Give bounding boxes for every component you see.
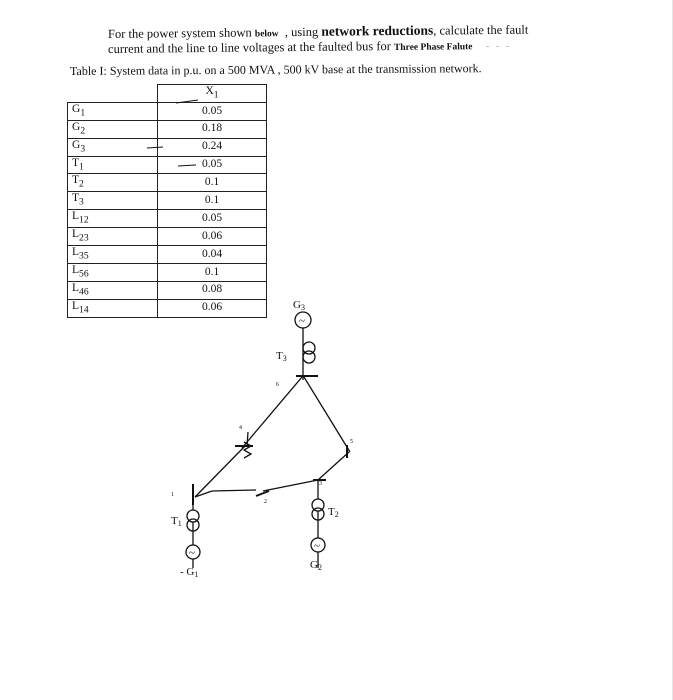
bus-2 [212, 490, 256, 491]
bus-label-4: 4 [239, 425, 242, 431]
reactance-value: 0.06 [158, 299, 267, 317]
g2-symbol: ~ [314, 540, 320, 552]
bus-label-5: 5 [350, 439, 353, 445]
label-t1: T1 [171, 515, 182, 528]
component-name: $T_1$ [68, 156, 158, 174]
reactance-value: 0.1 [158, 174, 267, 192]
bus-label-2: 2 [264, 499, 267, 505]
component-name: $T_2$ [68, 174, 158, 192]
label-g3: G3 [293, 299, 305, 312]
line-l56 [304, 377, 350, 452]
component-name: $L_{23}$ [68, 228, 158, 246]
label-g1: - G1 [180, 566, 199, 579]
generator-g1 [186, 545, 200, 559]
reactance-value: 0.1 [158, 263, 267, 281]
line-l14 [195, 446, 245, 497]
component-name: $L_{12}$ [68, 210, 158, 228]
g3-symbol: ~ [299, 315, 305, 327]
bus-label-3: 3 [319, 481, 322, 487]
reactance-value: 0.08 [158, 281, 267, 299]
reactance-value: 0.04 [158, 246, 267, 264]
generator-g2 [311, 538, 325, 552]
line-l23 [263, 480, 318, 491]
reactance-value: 0.05 [158, 156, 267, 174]
reactance-value: 0.06 [158, 228, 267, 246]
problem-statement-line1: For the power system shown below , using network reductions, calculate the fault [107, 22, 529, 41]
reactance-value: 0.05 [158, 102, 267, 120]
component-name: $G_2$ [68, 120, 158, 138]
component-name: $L_{35}$ [68, 246, 158, 264]
reactance-value: 0.05 [158, 210, 267, 228]
component-name: $T_3$ [68, 192, 158, 210]
reactance-value: 0.24 [158, 138, 267, 156]
bus-label-1: 1 [171, 492, 174, 498]
component-name: $G_3$ [68, 138, 158, 156]
problem-statement-line2: current and the line to line voltages at the faulted bus for Three Phase Falute - - - [107, 39, 512, 56]
line-l35 [318, 452, 349, 480]
reactance-value: 0.1 [158, 192, 267, 210]
line-l46 [242, 377, 302, 448]
table-caption: Table I: System data in p.u. on a 500 MVA , 500 kV base at the transmission network. [69, 61, 482, 78]
label-g2: G2 [310, 559, 322, 572]
table-header-x1: $X_1$ [158, 85, 267, 103]
bus-2-bar [256, 491, 269, 496]
g1-symbol: ~ [189, 547, 195, 559]
generator-g3 [295, 312, 311, 328]
component-name: $L_{14}$ [68, 299, 158, 317]
component-name: $G_1$ [68, 102, 158, 120]
transformer-t3 [303, 342, 315, 363]
label-t3: T3 [276, 350, 287, 363]
label-t2: T2 [328, 506, 339, 519]
reactance-value: 0.18 [158, 120, 267, 138]
component-name: $L_{56}$ [68, 263, 158, 281]
bus-label-6: 6 [276, 382, 279, 388]
component-name: $L_{46}$ [68, 281, 158, 299]
